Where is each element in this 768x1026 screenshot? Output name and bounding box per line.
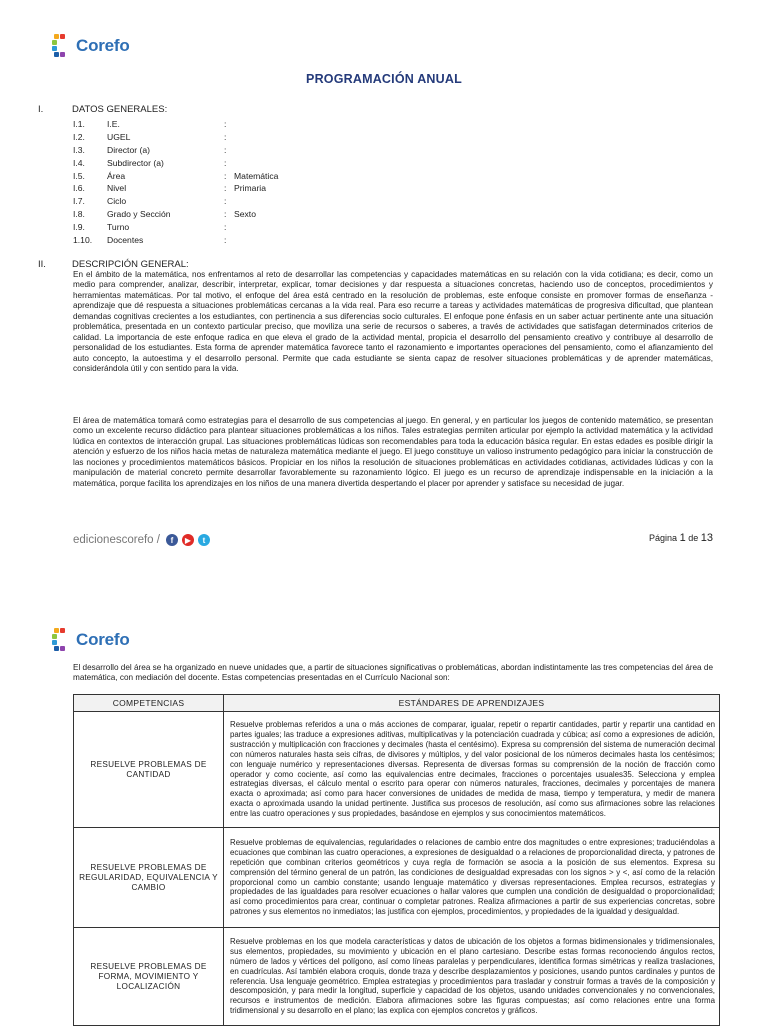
datos-colon: : [224, 183, 227, 194]
corefo-logo-icon [52, 628, 70, 652]
competencia-cell: RESUELVE PROBLEMAS DE REGULARIDAD, EQUIVALENCIA Y CAMBIO [74, 828, 224, 928]
datos-value [234, 131, 354, 144]
datos-label: I.E. [107, 119, 120, 129]
datos-number: I.1. [73, 119, 85, 129]
datos-colon: : [224, 131, 227, 142]
datos-value [234, 144, 354, 157]
datos-colon: : [224, 196, 227, 207]
document-title: PROGRAMACIÓN ANUAL [306, 72, 462, 86]
section-label: DESCRIPCIÓN GENERAL: [72, 259, 189, 270]
table-row [74, 928, 720, 1026]
datos-label: Nivel [107, 183, 127, 194]
datos-label: Docentes [107, 235, 144, 246]
datos-label: Área [107, 170, 126, 181]
datos-value [234, 221, 354, 234]
header-estandares: ESTÁNDARES DE APRENDIZAJES [224, 695, 720, 712]
datos-number: I.2. [73, 131, 85, 142]
footer-brand-text: edicionescorefo / [73, 534, 160, 546]
table-row [74, 712, 720, 828]
datos-colon: : [224, 222, 227, 233]
datos-label: Ciclo [107, 196, 127, 207]
header-competencias: COMPETENCIAS [74, 695, 224, 712]
page-footer [73, 534, 713, 546]
estandar-cell: Resuelve problemas en los que modela características y datos de ubicación de los objetos a formas bidimensionales y tridimensionales, sus elementos, propiedades, su movimiento y ubicación en el plano cartesiano. Describe estas formas reconociendo ángulos rectos, número de lados y vértices del polígono, así como líneas paralelas y perpendiculares, identifica formas simétricas y realiza traslaciones, en cuadrículas. Así también elabora croquis, donde traza y describe desplazamientos y posiciones, usando puntos cardinales y puntos de referencia. Usa lenguaje geométrico. Emplea estrategias y procedimientos para trasladar y construir formas a través de la composición y descomposición, y para medir la longitud, superficie y capacidad de los objetos, usando unidades convencionales y no convencionales, recursos e instrumentos de medición. Elabora afirmaciones sobre las figuras compuestas; así como relaciones entre una forma tridimensional y su desarrollo en el plano; las explica con ejemplos concretos y gráficos. [224, 928, 720, 1026]
datos-generales-list [73, 118, 354, 247]
table-header-row [74, 695, 720, 712]
datos-number: I.9. [73, 222, 85, 233]
datos-value [234, 234, 354, 247]
datos-row [73, 195, 354, 208]
corefo-logo [52, 34, 130, 58]
page-current: 1 [679, 532, 686, 544]
datos-colon: : [224, 119, 227, 129]
page-of: de [688, 533, 699, 543]
corefo-logo [52, 628, 130, 652]
datos-row [73, 144, 354, 157]
section-number: II. [38, 259, 46, 270]
datos-row [73, 157, 354, 170]
datos-colon: : [224, 170, 227, 181]
estandar-cell: Resuelve problemas referidos a una o más acciones de comparar, igualar, repetir o repartir cantidades, partir y repartir una cantidad en partes iguales; las traduce a expresiones aditivas, multiplicativas y la potenciación cuadrada y cúbica; así como a expresiones de adición, sustracción y multiplicación con fracciones y decimales (hasta el centésimo). Expresa su comprensión del sistema de numeración decimal con números naturales hasta seis cifras, de divisores y múltiplos, y del valor posicional de los números decimales hasta los centésimos; con lenguaje numérico y representaciones diversas. Representa de diversas formas su comprensión de la noción de fracción como operador y como cociente, así como las equivalencias entre decimales, fracciones o porcentajes usuales35. Selecciona y emplea estrategias diversas, el cálculo mental o escrito para operar con números naturales, fracciones, decimales y porcentajes de manera exacta o aproximada; así como para hacer conversiones de unidades de medida de masa, tiempo y temperatura, y medir de manera exacta o aproximada usando la unidad pertinente. Justifica sus procesos de resolución, así como sus afirmaciones sobre las relaciones entre las cuatro operaciones y sus propiedades, basándose en ejemplos y sus conocimientos matemáticos. [224, 712, 720, 828]
datos-number: I.8. [73, 209, 85, 220]
datos-label: Grado y Sección [107, 209, 171, 220]
datos-number: I.7. [73, 196, 85, 207]
datos-label: Turno [107, 222, 130, 233]
paragraph-juego: El área de matemática tomará como estrategias para el desarrollo de sus competencias al juego. En general, y en particular los juegos de contenido matemático, se presentan como un excelente recurso didáctico para plantear situaciones problemáticas a los niños. Tales estrategias permiten articular por ejemplo la actividad matemática y la actividad lúdica en contextos de interacción grupal. Las situaciones problemáticas lúdicas son recomendables para toda la educación básica regular. En estas edades es posible dirigir la atención y esfuerzo de los niños hacia metas de naturaleza matemática mediante el juego. El juego constituye un valioso instrumento pedagógico para iniciar la construcción de las nociones y procedimientos matemáticos básicos. Propiciar en los niños la resolución de situaciones problemáticas en actividades cotidianas, actividades lúdicas y con la manipulación de material concreto permite desarrollar favorablemente su razonamiento lógico. El juego es un recurso de aprendizaje indispensable en la iniciación a la matemática, porque facilita los aprendizajes en los niños de una manera divertida despertando el placer por aprender y satisface su necesidad de jugar. [73, 416, 713, 488]
datos-value [234, 157, 354, 170]
datos-value: Matemática [234, 170, 279, 181]
datos-label: UGEL [107, 131, 131, 142]
estandar-cell: Resuelve problemas de equivalencias, regularidades o relaciones de cambio entre dos magnitudes o entre expresiones; traduciéndolas a ecuaciones que combinan las cuatro operaciones, a expresiones de desigualdad o a relaciones de proporcionalidad directa, y patrones de repetición que combinan criterios geométricos y cuya regla de formación se asocia a la posición de sus elementos. Expresa su comprensión del término general de un patrón, las condiciones de desigualdad expresadas con los signos > y <, así como de la relación proporcional como un cambio constante; usando lenguaje matemático y diversas representaciones. Emplea recursos, estrategias y propiedades de las igualdades para resolver ecuaciones o hallar valores que cumplen una condición de desigualdad o proporcionalidad; así como procedimientos para crear, continuar o completar patrones. Realiza afirmaciones a partir de sus experiencias concretas, sobre patrones y sus elementos no inmediatos; las justifica con ejemplos, procedimientos, y propiedades de la igualdad y desigualdad. [224, 828, 720, 928]
paragraph-enfoque: En el ámbito de la matemática, nos enfrentamos al reto de desarrollar las competencias y capacidades matemáticas en su relación con la vida cotidiana; es decir, como un medio para comprender, analizar, describir, interpretar, explicar, tomar decisiones y dar respuesta a situaciones concretas, haciendo uso de conceptos, procedimientos y herramientas matemáticas. Por tal motivo, el enfoque del área está centrado en la resolución de problemas, este enfoque consiste en promover formas de enseñanza - aprendizaje que dé respuesta a situaciones problemáticas cercanas a la vida real. Para eso recurre a tareas y actividades matemáticas de progresiva dificultad, que plantean demandas cognitivas crecientes a los estudiantes, con pertinencia a sus diferencias socio culturales. El enfoque pone énfasis en un saber actuar pertinente ante una situación problemática, presentada en un contexto particular preciso, que moviliza una serie de recursos o saberes, a través de actividades que satisfagan determinados criterios de calidad. La importancia de este enfoque radica en que eleva el grado de la actividad mental, propicia el desarrollo del pensamiento creativo y contribuye al desarrollo de personalidad de los estudiantes. Esta forma de aprender matemática favorece tanto el razonamiento e importantes operaciones del pensamiento, como el afianzamiento del auto concepto, la autoestima y el desarrollo personal. Permite que cada estudiante se sienta capaz de resolver situaciones problemáticas y de aprender matemáticas, considerándola útil y con sentido para la vida. [73, 270, 713, 374]
datos-number: I.4. [73, 157, 85, 168]
twitter-icon[interactable]: t [198, 534, 210, 546]
datos-number: 1.10. [73, 235, 93, 246]
competencias-table [73, 694, 720, 1026]
section-heading-descripcion [38, 259, 189, 270]
datos-value [234, 118, 354, 131]
facebook-icon[interactable]: f [166, 534, 178, 546]
page-number [649, 532, 713, 546]
datos-number: I.3. [73, 144, 85, 155]
datos-row [73, 221, 354, 234]
logo-text: Corefo [76, 36, 130, 55]
datos-row [73, 234, 354, 247]
datos-colon: : [224, 235, 227, 246]
datos-colon: : [224, 157, 227, 168]
page-label: Página [649, 533, 678, 543]
datos-row [73, 182, 354, 195]
paragraph-intro-competencias: El desarrollo del área se ha organizado en nueve unidades que, a partir de situaciones significativas o problemáticas, abordan indistintamente las tres competencias del área de matemática, con mediación del docente. Estas competencias presentadas en el Currículo Nacional son: [73, 663, 713, 683]
datos-row [73, 118, 354, 131]
datos-colon: : [224, 144, 227, 155]
section-heading-datos [38, 104, 167, 115]
footer-brand [73, 534, 210, 546]
datos-row [73, 170, 354, 183]
competencia-cell: RESUELVE PROBLEMAS DE CANTIDAD [74, 712, 224, 828]
datos-number: I.5. [73, 170, 85, 181]
datos-row [73, 208, 354, 221]
datos-value [234, 195, 354, 208]
competencia-cell: RESUELVE PROBLEMAS DE FORMA, MOVIMIENTO Y LOCALIZACIÓN [74, 928, 224, 1026]
section-number: I. [38, 104, 44, 115]
table-row [74, 828, 720, 928]
datos-number: I.6. [73, 183, 85, 194]
corefo-logo-icon [52, 34, 70, 58]
datos-label: Director (a) [107, 144, 150, 155]
datos-value: Sexto [234, 209, 256, 220]
datos-value: Primaria [234, 183, 266, 194]
datos-label: Subdirector (a) [107, 157, 164, 168]
datos-row [73, 131, 354, 144]
youtube-icon[interactable]: ▶ [182, 534, 194, 546]
section-label: DATOS GENERALES: [72, 104, 168, 115]
logo-text: Corefo [76, 630, 130, 649]
page-total: 13 [700, 532, 713, 544]
datos-colon: : [224, 209, 227, 220]
